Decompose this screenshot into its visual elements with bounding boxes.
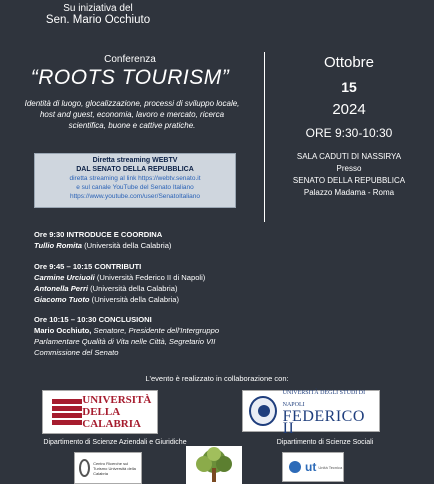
date-month: Ottobre bbox=[323, 54, 375, 71]
speaker-name: Antonella Perri bbox=[34, 284, 89, 293]
unical-text-2: DELLA CALABRIA bbox=[82, 406, 141, 430]
streaming-link-webtv[interactable]: diretta streaming al link https://webtv.senato.it bbox=[69, 175, 201, 182]
streaming-youtube-text: e sul canale YouTube del Senato Italiano bbox=[76, 184, 194, 191]
unical-mark-icon bbox=[48, 397, 78, 427]
speaker-name: Tullio Romita bbox=[34, 241, 82, 250]
speaker-role-2: Parlamentare Qualità di Vita nelle Città, Segretario VII bbox=[34, 337, 216, 346]
napoli-big-text: FEDERICO II bbox=[282, 408, 365, 437]
conference-description: Identità di luogo, glocalizzazione, processi di sviluppo locale, host and guest, economia, lavoro e mercato, ricerca scientifica, buone e cattive pratiche. bbox=[24, 99, 240, 130]
venue-palace: Palazzo Madama - Roma bbox=[303, 188, 395, 197]
speaker-affiliation: (Università Federico II di Napoli) bbox=[94, 273, 206, 282]
research-center-text: Centro Ricerche sul Turismo Università della Calabria bbox=[93, 460, 136, 476]
venue-presso: Presso bbox=[336, 164, 362, 173]
streaming-box bbox=[34, 153, 236, 208]
collaboration-label: L'evento è realizzato in collaborazione con: bbox=[145, 374, 289, 383]
department-sociali: Dipartimento di Scienze Sociali bbox=[276, 439, 374, 446]
header-senator: Sen. Mario Occhiuto bbox=[45, 14, 151, 26]
streaming-title-1: Diretta streaming WEBTV bbox=[92, 157, 178, 164]
date-time: ORE 9:30-10:30 bbox=[305, 126, 393, 140]
conference-label: Conferenza bbox=[104, 54, 156, 65]
ut-text: ut bbox=[305, 460, 317, 474]
speaker-role-3: Commissione del Senato bbox=[34, 348, 119, 357]
streaming-link-youtube[interactable]: https://www.youtube.com/user/SenatoItaliano bbox=[69, 193, 201, 200]
speaker-role-1: Senatore, Presidente dell'Intergruppo bbox=[91, 326, 220, 335]
napoli-small-text: UNIVERSITÀ DEGLI STUDI DI NAPOLI bbox=[282, 390, 366, 408]
header-initiative: Su iniziativa del bbox=[63, 3, 133, 14]
research-center-logo bbox=[74, 452, 142, 484]
program-conclusions bbox=[34, 314, 424, 358]
speaker-affiliation: (Università della Calabria) bbox=[81, 241, 172, 250]
speaker-affiliation: (Università della Calabria) bbox=[89, 295, 180, 304]
research-center-icon bbox=[79, 459, 90, 477]
venue-room: SALA CADUTI DI NASSIRYA bbox=[296, 152, 402, 161]
unical-logo bbox=[42, 390, 158, 434]
program-contrib-heading: Ore 9:45 – 10:15 CONTRIBUTI bbox=[34, 262, 142, 271]
date-day: 15 bbox=[341, 79, 357, 95]
department-aziendali: Dipartimento di Scienze Aziendali e Giuridiche bbox=[43, 439, 187, 446]
speaker-affiliation: (Università della Calabria) bbox=[88, 284, 178, 293]
speaker-name: Giacomo Tuoto bbox=[34, 295, 90, 304]
program-conclusions-heading: Ore 10:15 – 10:30 CONCLUSIONI bbox=[34, 315, 152, 324]
column-divider bbox=[264, 52, 265, 222]
unical-text-1: UNIVERSITÀ bbox=[82, 394, 152, 406]
program-contributions bbox=[34, 261, 424, 305]
speaker-name: Mario Occhiuto, bbox=[34, 326, 92, 335]
conference-title: “ROOTS TOURISM” bbox=[30, 66, 230, 89]
streaming-title-2: DAL SENATO DELLA REPUBBLICA bbox=[76, 166, 194, 173]
napoli-seal-icon bbox=[249, 396, 277, 426]
ut-logo bbox=[282, 452, 344, 482]
program-intro bbox=[34, 229, 424, 251]
program-intro-heading: Ore 9:30 INTRODUCE E COORDINA bbox=[34, 230, 163, 239]
speaker-name: Carmine Urciuoli bbox=[34, 273, 95, 282]
ut-dot-icon bbox=[289, 461, 301, 473]
napoli-logo bbox=[242, 390, 380, 437]
venue-senate: SENATO DELLA REPUBBLICA bbox=[292, 176, 406, 185]
tree-icon bbox=[186, 446, 242, 484]
ut-subtext: Unità Tecnica bbox=[318, 464, 343, 470]
date-year: 2024 bbox=[332, 101, 366, 118]
